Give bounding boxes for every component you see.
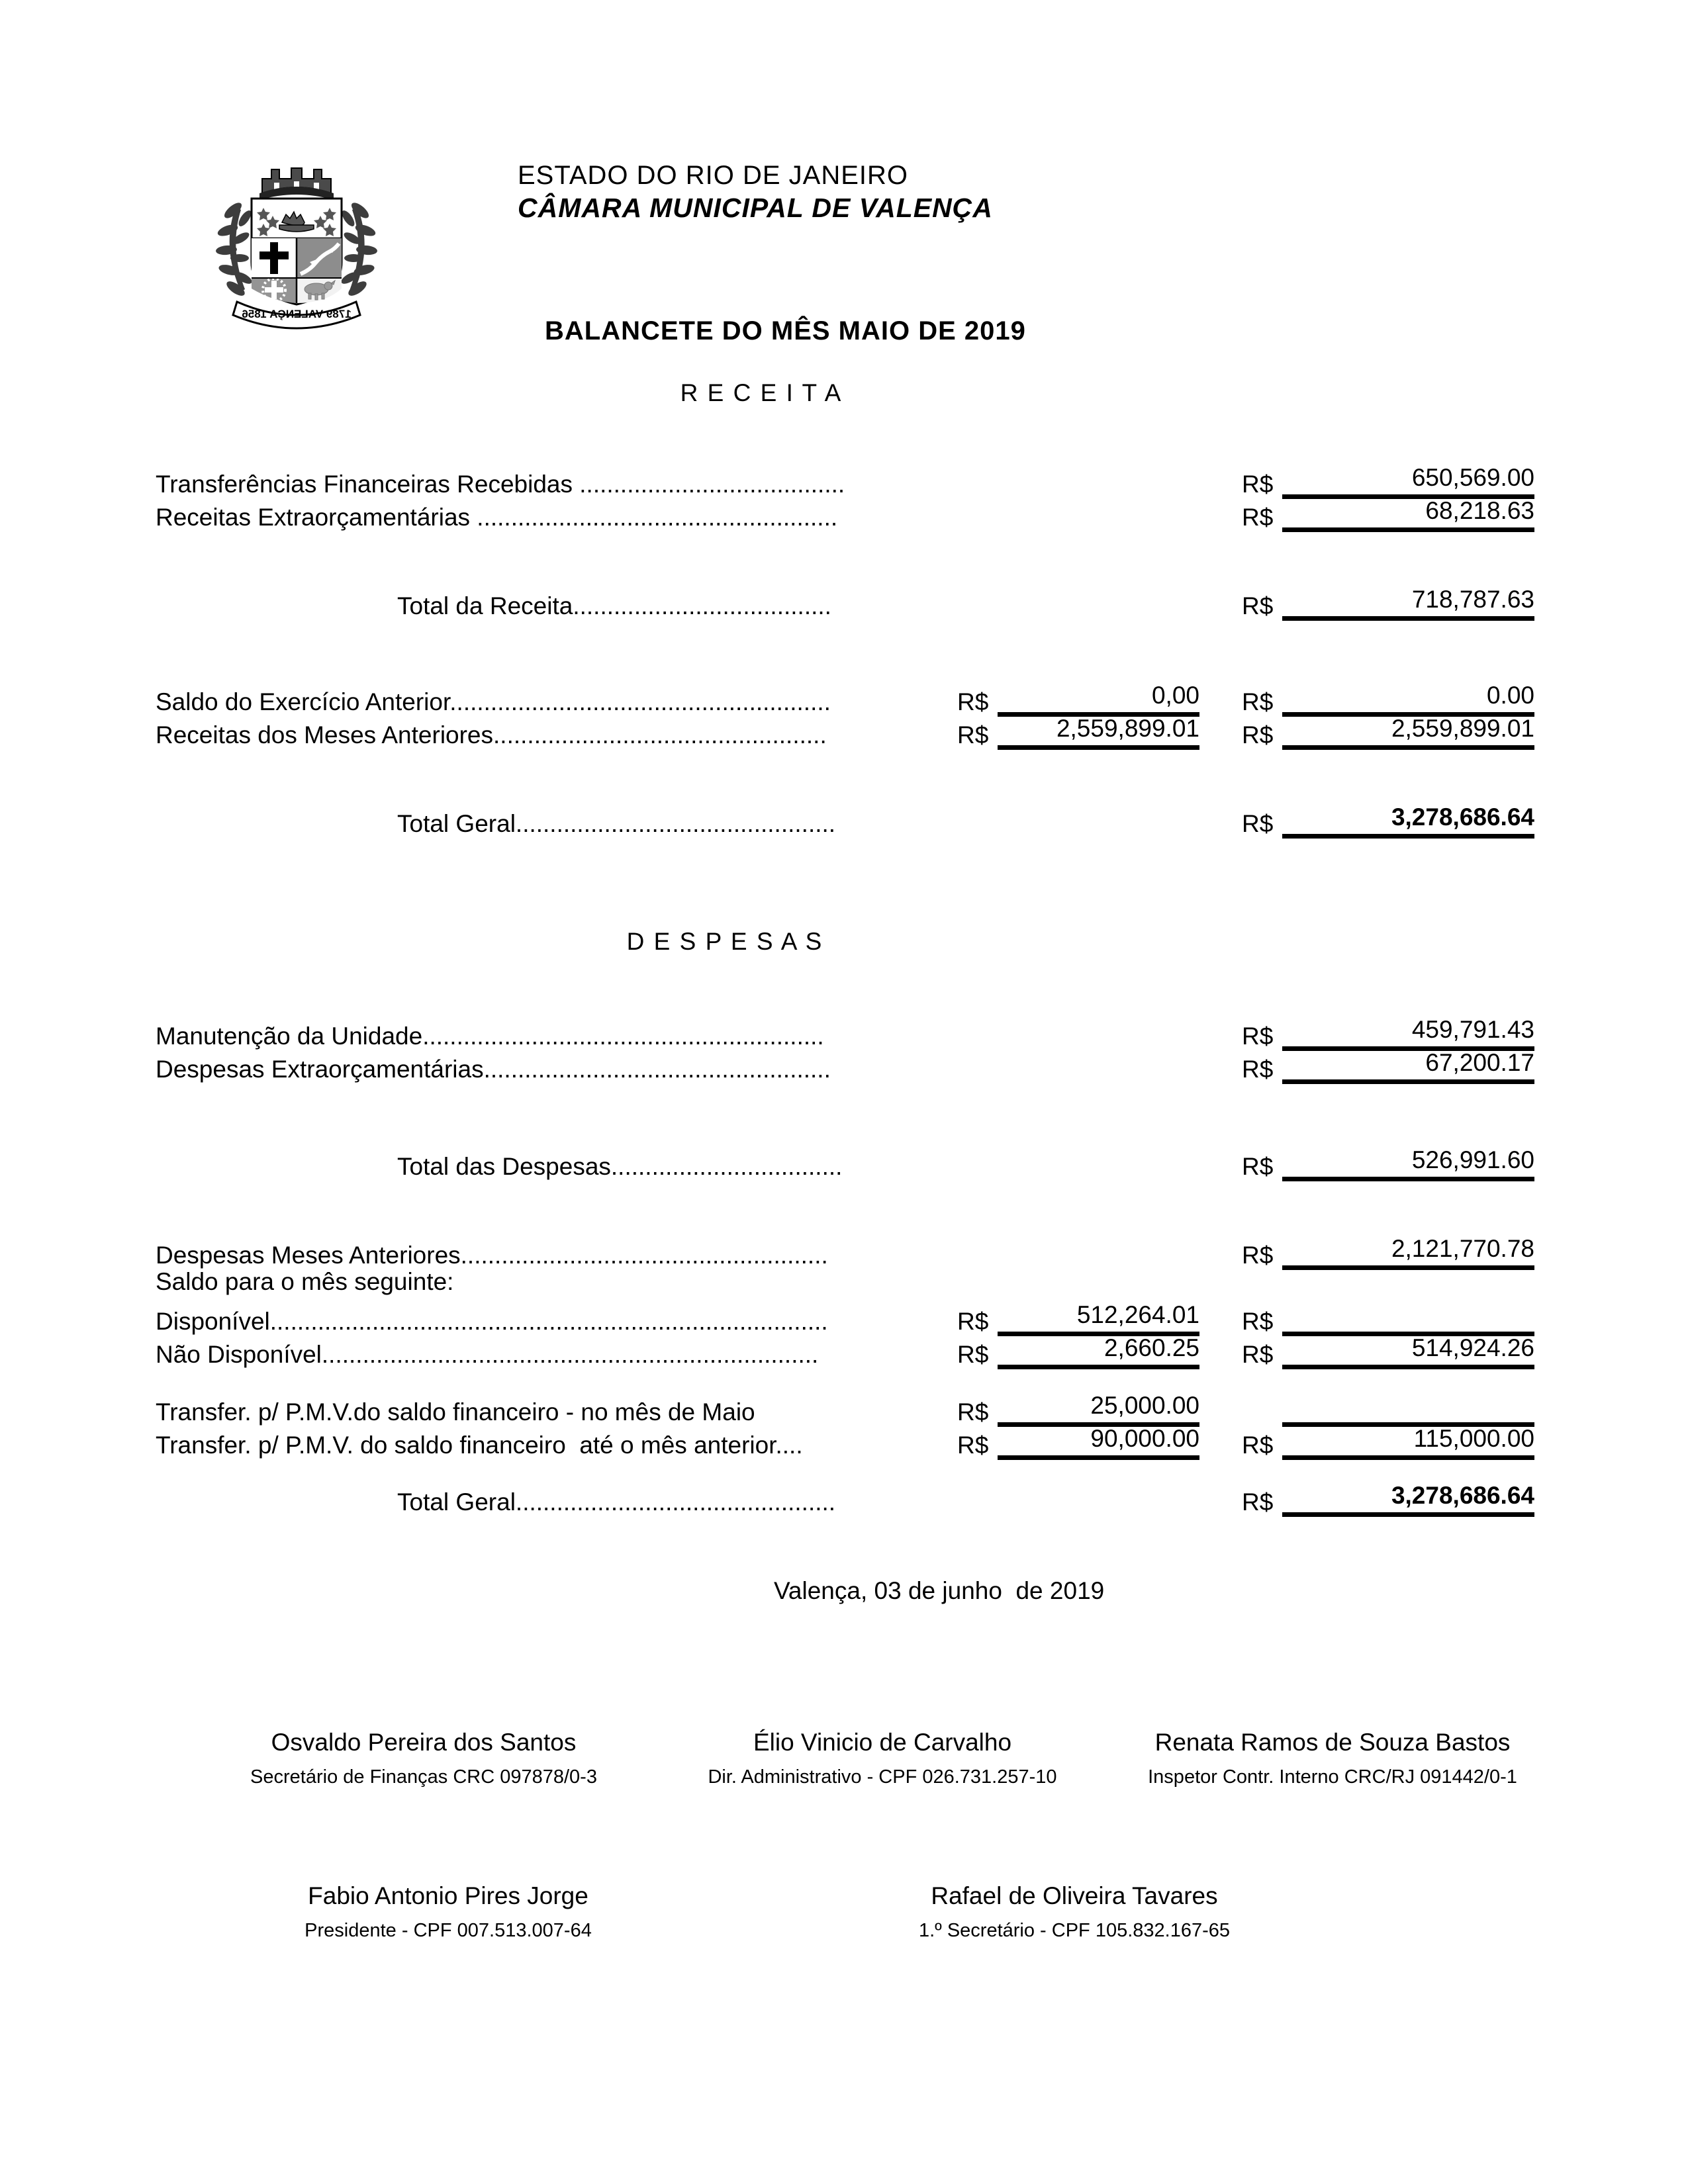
currency-symbol: R$ — [1242, 471, 1274, 498]
amount-value — [1282, 1391, 1534, 1427]
amount-cell — [1242, 1424, 1534, 1460]
line-item-saldo-anterior — [156, 681, 1534, 717]
signature-block — [684, 1728, 1081, 1788]
signer-role: Inspetor Contr. Interno CRC/RJ 091442/0-1 — [1148, 1766, 1517, 1788]
currency-symbol: R$ — [957, 1341, 989, 1368]
signer-role: Presidente - CPF 007.513.007-64 — [305, 1920, 592, 1941]
line-item-transfer-pmv-anterior — [156, 1424, 1534, 1460]
signature-block — [250, 1882, 647, 1942]
amount-cell — [1242, 585, 1534, 621]
signer-name: Élio Vinicio de Carvalho — [753, 1729, 1012, 1756]
line-item-saldo-seguinte — [156, 1267, 1534, 1297]
line-item-total-receita — [156, 585, 1534, 621]
amount-value: 2,559,899.01 — [1282, 714, 1534, 750]
signer-name: Fabio Antonio Pires Jorge — [308, 1882, 588, 1909]
amount-cell-mid — [957, 1334, 1199, 1369]
line-item-label: Não Disponível......................................................................... — [156, 1341, 819, 1368]
amount-value: 650,569.00 — [1282, 463, 1534, 499]
amount-cell — [1242, 1300, 1534, 1336]
line-item-total-geral-despesas — [156, 1481, 1534, 1517]
amount-value: 2,559,899.01 — [998, 714, 1199, 750]
amount-cell — [1242, 1334, 1534, 1369]
amount-value: 25,000.00 — [998, 1391, 1199, 1427]
amount-value: 459,791.43 — [1282, 1015, 1534, 1051]
amount-cell-mid — [957, 1391, 1199, 1427]
amount-cell — [1242, 803, 1534, 839]
signer-name: Rafael de Oliveira Tavares — [931, 1882, 1218, 1909]
currency-symbol: R$ — [957, 1308, 989, 1335]
state-line: ESTADO DO RIO DE JANEIRO — [518, 161, 908, 190]
line-item-label: Transfer. p/ P.M.V.do saldo financeiro - no mês de Maio — [156, 1398, 755, 1426]
line-item-label: Total das Despesas.................................. — [397, 1153, 843, 1180]
amount-value: 512,264.01 — [998, 1300, 1199, 1336]
currency-symbol: R$ — [1242, 1056, 1274, 1083]
line-item-label: Transferências Financeiras Recebidas ....................................... — [156, 471, 845, 498]
line-item-receitas-meses-ant — [156, 714, 1534, 750]
amount-value: 514,924.26 — [1282, 1334, 1534, 1369]
date-line: Valença, 03 de junho de 2019 — [774, 1577, 1105, 1604]
amount-value: 115,000.00 — [1282, 1424, 1534, 1460]
amount-cell — [1242, 496, 1534, 532]
currency-symbol: R$ — [1242, 1432, 1274, 1459]
amount-cell — [1242, 714, 1534, 750]
signature-block — [225, 1728, 622, 1788]
line-item-label: Disponível.................................................................................. — [156, 1308, 828, 1335]
line-item-label: Total da Receita...................................... — [397, 592, 831, 619]
line-item-label: Saldo para o mês seguinte: — [156, 1268, 454, 1295]
amount-cell — [1242, 1015, 1534, 1051]
signature-block — [1134, 1728, 1531, 1788]
currency-symbol: R$ — [1242, 592, 1274, 619]
amount-value: 0,00 — [998, 681, 1199, 717]
coat-of-arms-logo — [199, 132, 371, 318]
currency-symbol: R$ — [957, 688, 989, 715]
currency-symbol: R$ — [1242, 1153, 1274, 1180]
line-item-label: Total Geral............................................... — [397, 1488, 836, 1516]
banner-text: 1789 VALENÇA 1856 — [242, 308, 352, 320]
palm-right — [340, 200, 378, 298]
org-line: CÂMARA MUNICIPAL DE VALENÇA — [518, 193, 993, 223]
amount-value — [1282, 1300, 1534, 1336]
line-item-label: Manutenção da Unidade........................................................... — [156, 1023, 824, 1050]
amount-cell-mid — [957, 1300, 1199, 1336]
amount-cell — [1242, 1048, 1534, 1084]
line-item-total-geral-receita — [156, 803, 1534, 839]
amount-value: 3,278,686.64 — [1282, 1481, 1534, 1517]
currency-symbol: R$ — [1242, 1341, 1274, 1368]
line-item-transferencias — [156, 463, 1534, 499]
document-title: BALANCETE DO MÊS MAIO DE 2019 — [545, 316, 1026, 345]
line-item-transfer-pmv-maio — [156, 1391, 1534, 1427]
currency-symbol: R$ — [1242, 1023, 1274, 1050]
amount-value: 526,991.60 — [1282, 1146, 1534, 1181]
signature-block — [876, 1882, 1273, 1942]
line-item-label: Transfer. p/ P.M.V. do saldo financeiro até o mês anterior.... — [156, 1432, 803, 1459]
line-item-manutencao — [156, 1015, 1534, 1051]
line-item-label: Receitas dos Meses Anteriores................................................. — [156, 721, 827, 749]
amount-value: 3,278,686.64 — [1282, 803, 1534, 839]
line-item-label: Receitas Extraorçamentárias ..................................................... — [156, 504, 838, 531]
signer-role: 1.º Secretário - CPF 105.832.167-65 — [918, 1920, 1231, 1941]
amount-cell — [1242, 1481, 1534, 1517]
line-item-total-despesas — [156, 1146, 1534, 1181]
currency-symbol: R$ — [1242, 1308, 1274, 1335]
currency-symbol: R$ — [1242, 1488, 1274, 1516]
amount-cell — [1242, 463, 1534, 499]
amount-value: 67,200.17 — [1282, 1048, 1534, 1084]
line-item-label: Despesas Extraorçamentárias................................................... — [156, 1056, 831, 1083]
mural-crown — [259, 168, 334, 200]
shield — [252, 199, 342, 304]
signer-role: Secretário de Finanças CRC 097878/0-3 — [250, 1766, 597, 1788]
amount-value: 68,218.63 — [1282, 496, 1534, 532]
signer-role: Dir. Administrativo - CPF 026.731.257-10 — [708, 1766, 1057, 1788]
line-item-receitas-extra — [156, 496, 1534, 532]
despesas-heading: D E S P E S A S — [626, 928, 823, 955]
line-item-nao-disponivel — [156, 1334, 1534, 1369]
amount-value: 718,787.63 — [1282, 585, 1534, 621]
currency-symbol: R$ — [957, 721, 989, 749]
line-item-label: Despesas Meses Anteriores...................................................... — [156, 1242, 828, 1269]
currency-symbol: R$ — [957, 1398, 989, 1426]
amount-cell — [1242, 1391, 1534, 1427]
line-item-disponivel — [156, 1300, 1534, 1336]
line-item-label: Saldo do Exercício Anterior........................................................ — [156, 688, 831, 715]
currency-symbol: R$ — [957, 1432, 989, 1459]
currency-symbol: R$ — [1242, 810, 1274, 837]
line-item-despesas-meses-ant — [156, 1234, 1534, 1270]
currency-symbol: R$ — [1242, 1242, 1274, 1269]
currency-symbol: R$ — [1242, 721, 1274, 749]
amount-cell — [1242, 681, 1534, 717]
receita-heading: R E C E I T A — [680, 379, 843, 406]
laurel-left — [215, 200, 254, 298]
currency-symbol: R$ — [1242, 688, 1274, 715]
amount-cell-mid — [957, 714, 1199, 750]
amount-value: 0.00 — [1282, 681, 1534, 717]
amount-value: 90,000.00 — [998, 1424, 1199, 1460]
amount-cell-mid — [957, 1424, 1199, 1460]
amount-cell — [1242, 1234, 1534, 1270]
amount-value: 2,660.25 — [998, 1334, 1199, 1369]
line-item-despesas-extra — [156, 1048, 1534, 1084]
signer-name: Renata Ramos de Souza Bastos — [1154, 1729, 1511, 1756]
amount-value: 2,121,770.78 — [1282, 1234, 1534, 1270]
banner — [233, 302, 360, 328]
amount-cell — [1242, 1146, 1534, 1181]
currency-symbol: R$ — [1242, 504, 1274, 531]
line-item-label: Total Geral............................................... — [397, 810, 836, 837]
signer-name: Osvaldo Pereira dos Santos — [271, 1729, 577, 1756]
amount-cell-mid — [957, 681, 1199, 717]
